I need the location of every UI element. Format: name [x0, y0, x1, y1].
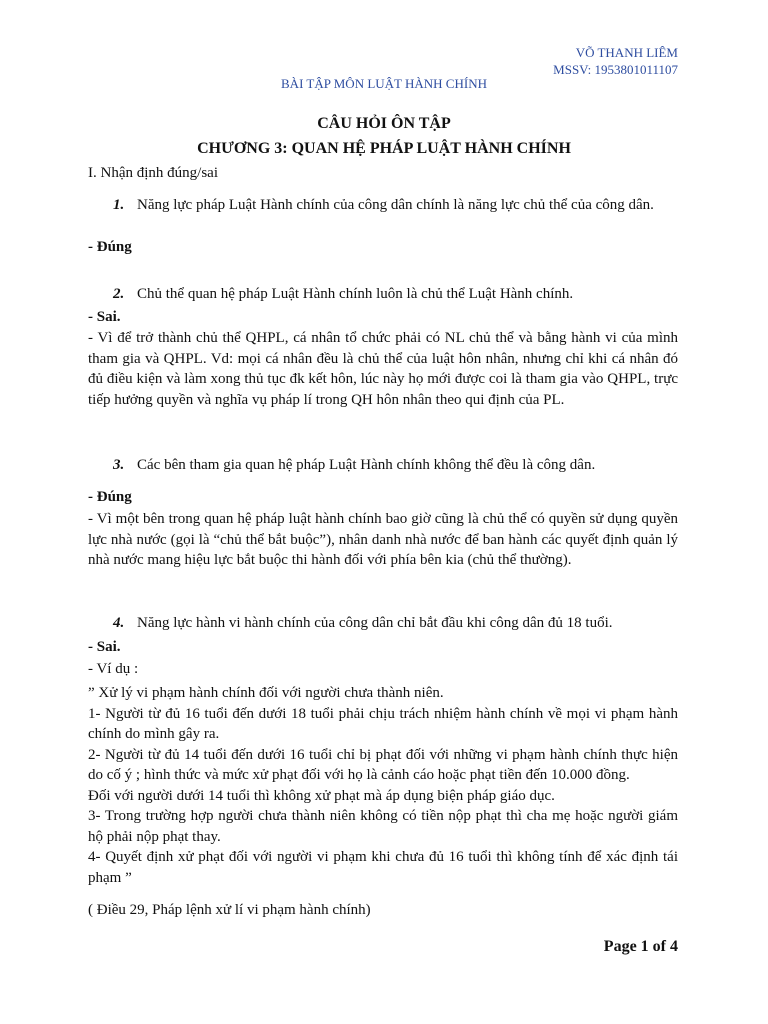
- question-1: [113, 195, 678, 216]
- question-2: [113, 284, 678, 305]
- quote-line: 3- Trong trường hợp người chưa thành niên không có tiền nộp phạt thì cha mẹ hoặc người giám hộ phải nộp phạt thay.: [88, 808, 678, 845]
- quote-line: 2- Người từ đủ 14 tuổi đến dưới 16 tuổi chỉ bị phạt đối với những vi phạm hành chính thực hiện do cố ý ; hình thức và mức xử phạt đối với họ là cảnh cáo hoặc phạt tiền đến 10.000 đồng.: [88, 746, 678, 783]
- document-title: CÂU HỎI ÔN TẬP: [317, 115, 451, 132]
- course-title: BÀI TẬP MÔN LUẬT HÀNH CHÍNH: [281, 76, 487, 91]
- quote-line: 1- Người từ đủ 16 tuổi đến dưới 18 tuổi phải chịu trách nhiệm hành chính về mọi vi phạm hành chính do mình gây ra.: [88, 705, 678, 742]
- chapter-title: CHƯƠNG 3: QUAN HỆ PHÁP LUẬT HÀNH CHÍNH: [197, 140, 571, 157]
- section-heading: I. Nhận định đúng/sai: [88, 165, 218, 181]
- example-label: - Ví dụ :: [88, 661, 139, 677]
- question-4: [113, 613, 678, 634]
- quote-line: ” Xử lý vi phạm hành chính đối với người chưa thành niên.: [88, 685, 444, 701]
- explanation-2: - Vì để trở thành chủ thể QHPL, cá nhân tổ chức phải có NL chủ thể và bằng hành vi của mình tham gia và QHPL. Vd: mọi cá nhân đều là chủ thể của luật hôn nhân, nhưng chỉ khi cá nhân đó đủ điều kiện và làm xong thủ tục đk kết hôn, lúc này họ mới được coi là tham gia vào QHPL, trực tiếp hưởng quyền và nghĩa vụ pháp lí trong QH hôn nhân theo qui định của PL.: [88, 330, 678, 408]
- answer-1: - Đúng: [88, 239, 132, 255]
- author-name: VÕ THANH LIÊM: [575, 45, 678, 60]
- question-text: Năng lực hành vi hành chính của công dân chỉ bắt đầu khi công dân đủ 18 tuổi.: [137, 615, 613, 631]
- student-id: MSSV: 1953801011107: [553, 62, 678, 77]
- question-text: Các bên tham gia quan hệ pháp Luật Hành chính không thể đều là công dân.: [137, 457, 596, 473]
- question-number: 1.: [113, 197, 125, 213]
- author-block: [553, 44, 678, 78]
- answer-4: - Sai.: [88, 639, 121, 655]
- question-3: [113, 455, 678, 476]
- answer-3: - Đúng: [88, 489, 132, 505]
- page-number: Page 1 of 4: [603, 938, 678, 955]
- quote-block: [88, 683, 678, 888]
- question-text: Chủ thể quan hệ pháp Luật Hành chính luôn là chủ thể Luật Hành chính.: [137, 286, 574, 302]
- question-text: Năng lực pháp Luật Hành chính của công dân chính là năng lực chủ thể của công dân.: [137, 197, 654, 213]
- question-number: 4.: [113, 615, 125, 631]
- question-number: 3.: [113, 457, 125, 473]
- answer-2: - Sai.: [88, 309, 121, 325]
- legal-source: ( Điều 29, Pháp lệnh xử lí vi phạm hành chính): [88, 902, 371, 918]
- explanation-3: - Vì một bên trong quan hệ pháp luật hành chính bao giờ cũng là chủ thể có quyền sử dụng quyền lực nhà nước (gọi là “chủ thể bắt buộc”), nhân danh nhà nước để ban hành các quyết định quản lý nhà nước mang hiệu lực bắt buộc thi hành đối với phía bên kia (chủ thể thường).: [88, 511, 678, 568]
- quote-line: 4- Quyết định xử phạt đối với người vi phạm khi chưa đủ 16 tuổi thì không tính để xác định tái phạm ”: [88, 849, 678, 886]
- quote-line: Đối với người dưới 14 tuổi thì không xử phạt mà áp dụng biện pháp giáo dục.: [88, 787, 555, 804]
- question-number: 2.: [113, 286, 125, 302]
